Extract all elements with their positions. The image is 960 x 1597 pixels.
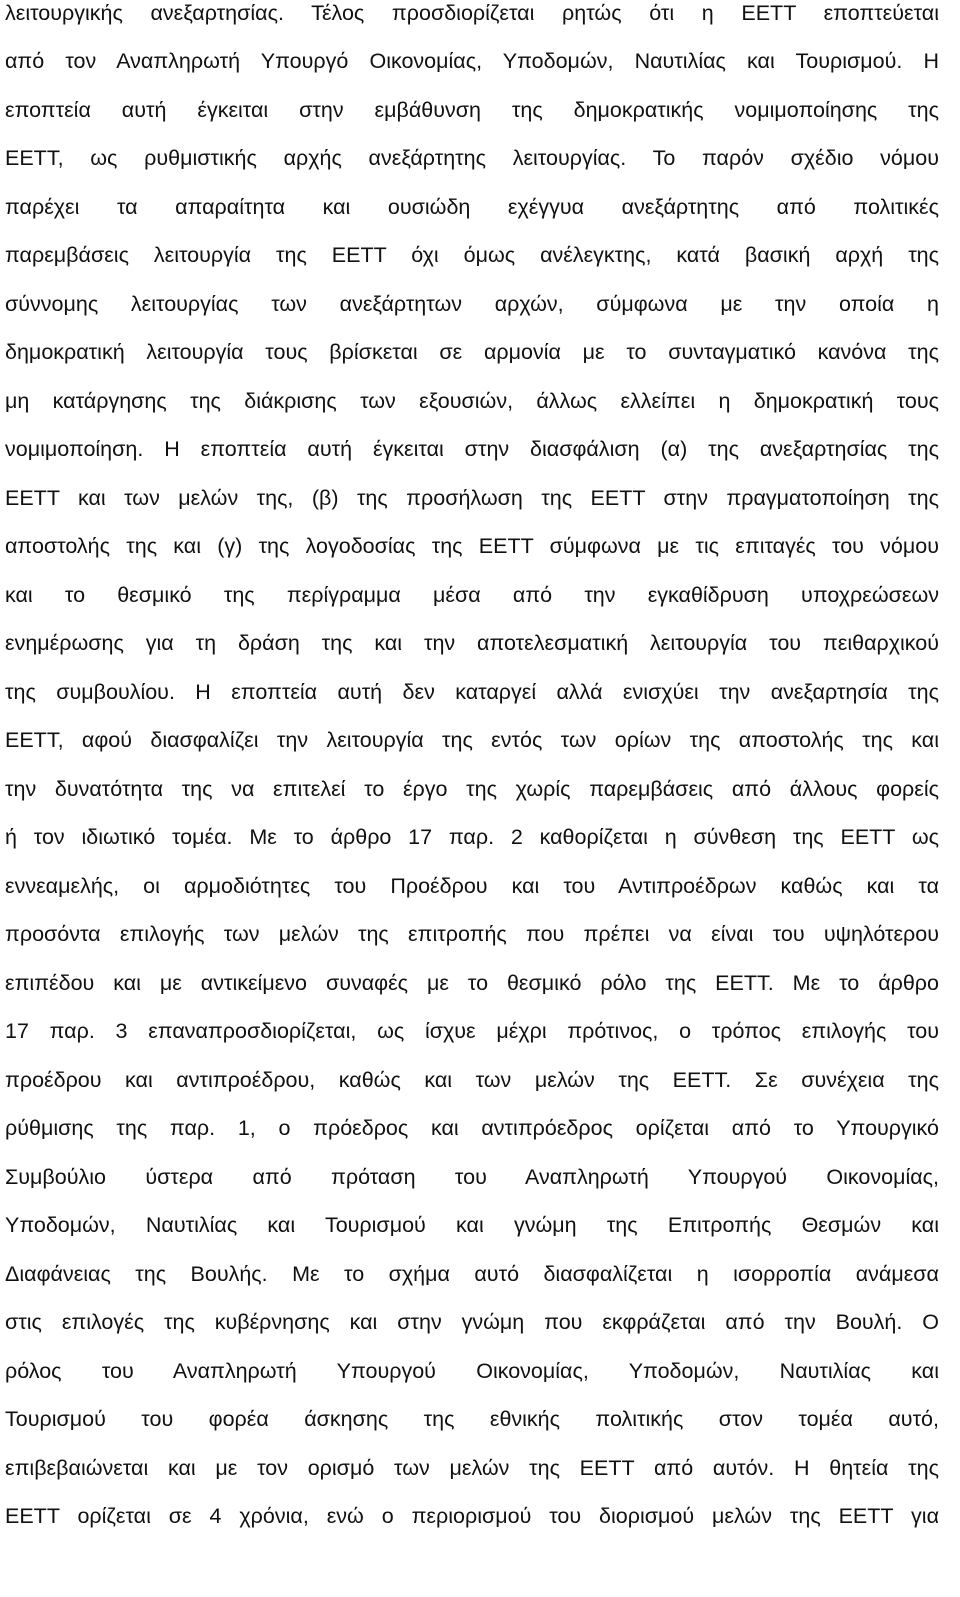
text-line: σύννομης λειτουργίας των ανεξάρτητων αρχών, σύμφωνα με την οποία η xyxy=(5,292,939,316)
text-line: και το θεσμικό της περίγραμμα μέσα από την εγκαθίδρυση υποχρεώσεων xyxy=(5,583,939,607)
text-line: δημοκρατική λειτουργία τους βρίσκεται σε αρμονία με το συνταγματικό κανόνα της xyxy=(5,340,939,364)
text-line: ΕΕΤΤ ορίζεται σε 4 χρόνια, ενώ ο περιορισμού του διορισμού μελών της ΕΕΤΤ για xyxy=(5,1504,939,1528)
text-line: Συμβούλιο ύστερα από πρόταση του Αναπληρωτή Υπουργού Οικονομίας, xyxy=(5,1165,939,1189)
text-line: παρεμβάσεις λειτουργία της ΕΕΤΤ όχι όμως ανέλεγκτης, κατά βασική αρχή της xyxy=(5,243,939,267)
text-line: νομιμοποίηση. Η εποπτεία αυτή έγκειται στην διασφάλιση (α) της ανεξαρτησίας της xyxy=(5,437,939,461)
text-line: από τον Αναπληρωτή Υπουργό Οικονομίας, Υποδομών, Ναυτιλίας και Τουρισμού. Η xyxy=(5,49,939,73)
text-line: ΕΕΤΤ, αφού διασφαλίζει την λειτουργία της εντός των ορίων της αποστολής της και xyxy=(5,728,939,752)
text-line: εννεαμελής, οι αρμοδιότητες του Προέδρου και του Αντιπροέδρων καθώς και τα xyxy=(5,874,939,898)
text-line: προέδρου και αντιπροέδρου, καθώς και των μελών της ΕΕΤΤ. Σε συνέχεια της xyxy=(5,1068,939,1092)
text-line: λειτουργικής ανεξαρτησίας. Τέλος προσδιορίζεται ρητώς ότι η ΕΕΤΤ εποπτεύεται xyxy=(5,1,939,25)
text-line: ή τον ιδιωτικό τομέα. Με το άρθρο 17 παρ. 2 καθορίζεται η σύνθεση της ΕΕΤΤ ως xyxy=(5,825,939,849)
text-line: την δυνατότητα της να επιτελεί το έργο της χωρίς παρεμβάσεις από άλλους φορείς xyxy=(5,777,939,801)
text-line: της συμβουλίου. Η εποπτεία αυτή δεν καταργεί αλλά ενισχύει την ανεξαρτησία της xyxy=(5,680,939,704)
text-line: παρέχει τα απαραίτητα και ουσιώδη εχέγγυα ανεξάρτητης από πολιτικές xyxy=(5,195,939,219)
text-line: Διαφάνειας της Βουλής. Με το σχήμα αυτό διασφαλίζεται η ισορροπία ανάμεσα xyxy=(5,1262,939,1286)
text-line: προσόντα επιλογής των μελών της επιτροπής που πρέπει να είναι του υψηλότερου xyxy=(5,922,939,946)
text-line: Υποδομών, Ναυτιλίας και Τουρισμού και γνώμη της Επιτροπής Θεσμών και xyxy=(5,1213,939,1237)
text-line: εποπτεία αυτή έγκειται στην εμβάθυνση της δημοκρατικής νομιμοποίησης της xyxy=(5,98,939,122)
text-line: επιπέδου και με αντικείμενο συναφές με το θεσμικό ρόλο της ΕΕΤΤ. Με το άρθρο xyxy=(5,971,939,995)
text-line: ρύθμισης της παρ. 1, ο πρόεδρος και αντιπρόεδρος ορίζεται από το Υπουργικό xyxy=(5,1116,939,1140)
text-line: ενημέρωσης για τη δράση της και την αποτελεσματική λειτουργία του πειθαρχικού xyxy=(5,631,939,655)
text-line: στις επιλογές της κυβέρνησης και στην γνώμη που εκφράζεται από την Βουλή. Ο xyxy=(5,1310,939,1334)
text-line: αποστολής της και (γ) της λογοδοσίας της ΕΕΤΤ σύμφωνα με τις επιταγές του νόμου xyxy=(5,534,939,558)
text-line: μη κατάργησης της διάκρισης των εξουσιών, άλλως ελλείπει η δημοκρατική τους xyxy=(5,389,939,413)
text-line: ΕΕΤΤ, ως ρυθμιστικής αρχής ανεξάρτητης λειτουργίας. Το παρόν σχέδιο νόμου xyxy=(5,146,939,170)
text-line: επιβεβαιώνεται και με τον ορισμό των μελών της ΕΕΤΤ από αυτόν. Η θητεία της xyxy=(5,1456,939,1480)
text-line: Τουρισμού του φορέα άσκησης της εθνικής πολιτικής στον τομέα αυτό, xyxy=(5,1407,939,1431)
text-line: 17 παρ. 3 επαναπροσδιορίζεται, ως ίσχυε μέχρι πρότινος, ο τρόπος επιλογής του xyxy=(5,1019,939,1043)
text-line: ΕΕΤΤ και των μελών της, (β) της προσήλωση της ΕΕΤΤ στην πραγματοποίηση της xyxy=(5,486,939,510)
text-line: ρόλος του Αναπληρωτή Υπουργού Οικονομίας, Υποδομών, Ναυτιλίας και xyxy=(5,1359,939,1383)
